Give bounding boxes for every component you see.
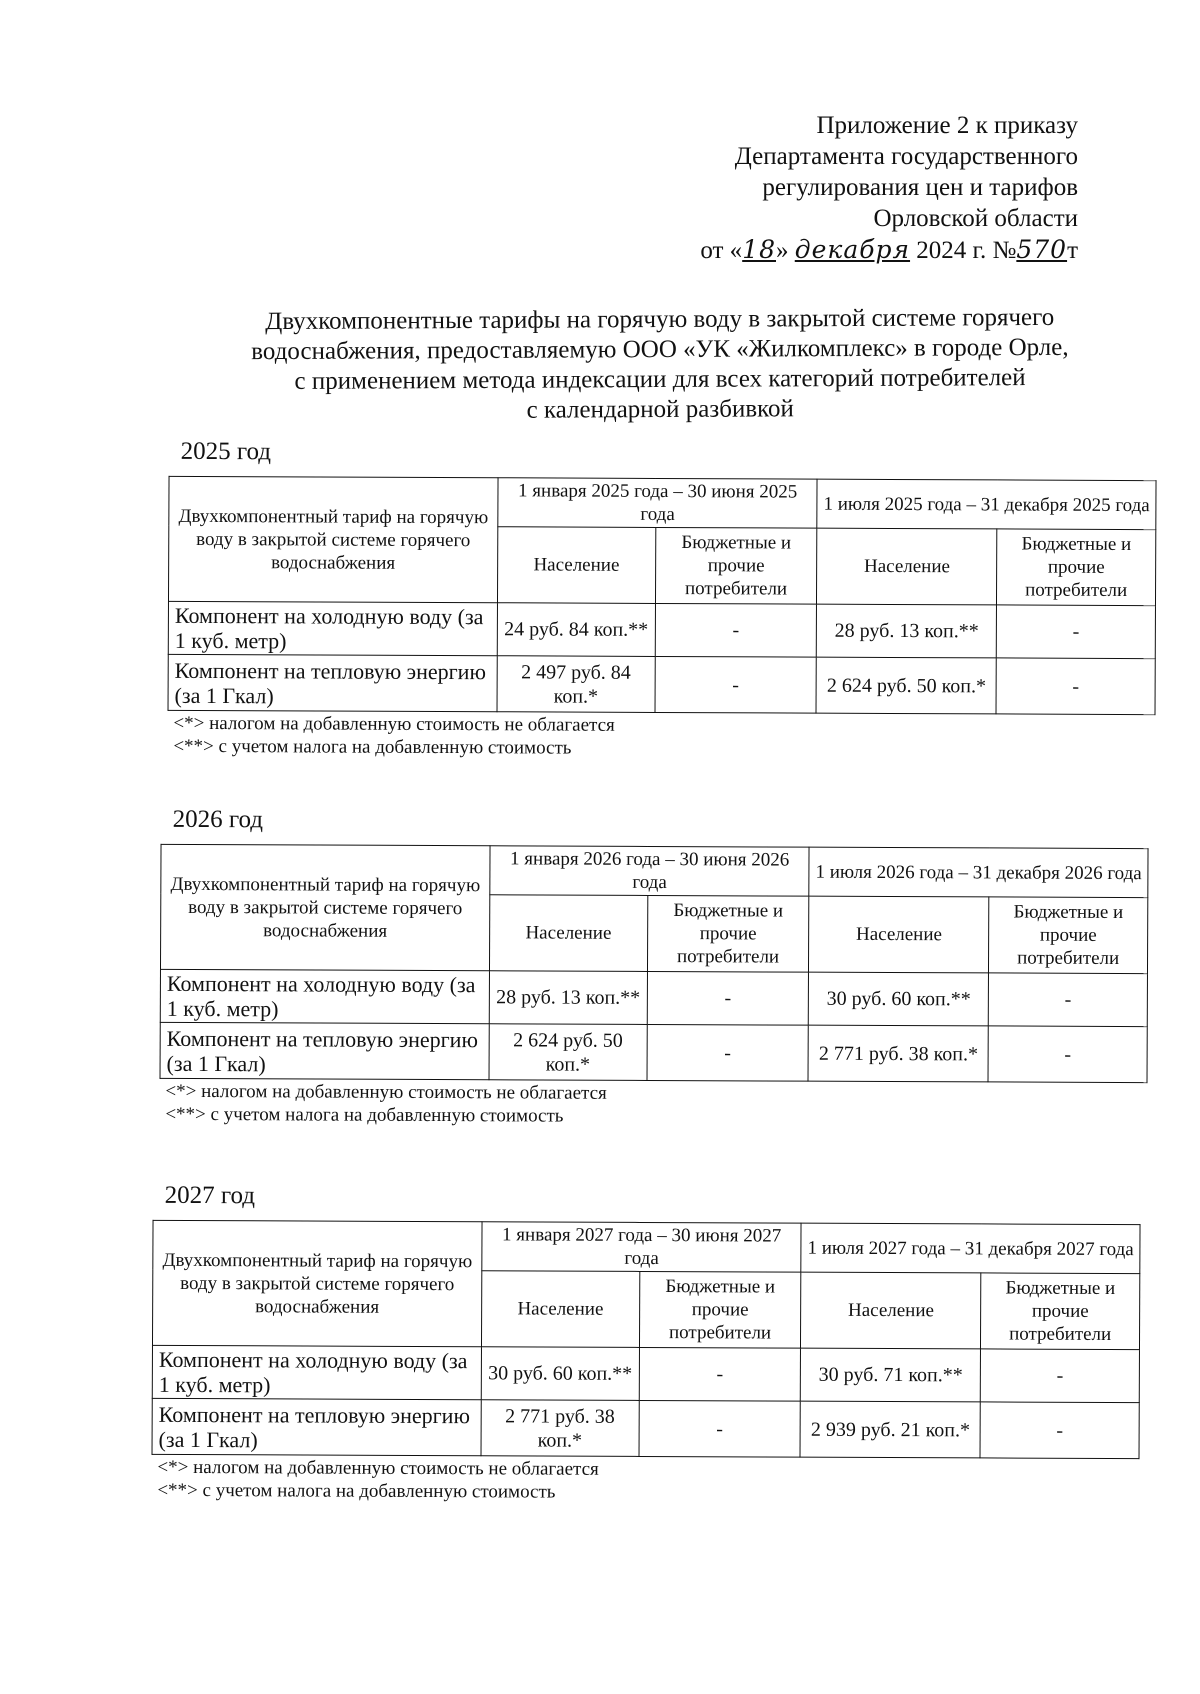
date-prefix: от « [700, 237, 743, 264]
cell-value: - [997, 605, 1156, 659]
cell-value: 24 руб. 84 коп.** [497, 603, 655, 657]
col-population: Население [809, 896, 989, 973]
footnote-vat-exempt: <*> налогом на добавленную стоимость не облагается [165, 1080, 607, 1104]
cell-value: - [996, 658, 1155, 715]
cell-value: - [655, 656, 817, 713]
cell-value: 30 руб. 60 коп.** [481, 1347, 639, 1401]
col-population: Население [481, 1271, 639, 1348]
col-budget-consumers: Бюджетные и прочие потребители [981, 1273, 1140, 1350]
header-line-1: Приложение 2 к приказу [816, 112, 1078, 139]
date-mid: » [776, 237, 789, 264]
cell-value: 2 771 руб. 38 коп.* [481, 1400, 639, 1457]
cell-value: 28 руб. 13 коп.** [489, 971, 647, 1025]
footnote-vat-included: <**> с учетом налога на добавленную стоимость [165, 1103, 564, 1127]
col-population: Население [801, 1272, 981, 1349]
tariff-section-2026 [159, 806, 1160, 1130]
handwritten-day: 18 [742, 235, 776, 264]
table-head-label: Двухкомпонентный тариф на горячую воду в закрытой системе горячего водоснабжения [152, 1220, 482, 1346]
row-label-heat-energy: Компонент на тепловую энергию (за 1 Гкал) [152, 1398, 481, 1455]
year-heading: 2026 год [172, 805, 264, 834]
col-budget-consumers: Бюджетные и прочие потребители [989, 897, 1148, 974]
period-second-half: 1 июля 2026 года – 31 декабря 2026 года [809, 847, 1148, 897]
col-budget-consumers: Бюджетные и прочие потребители [997, 529, 1156, 606]
appendix-header [700, 110, 1078, 266]
cell-value: - [989, 973, 1148, 1027]
period-first-half: 1 января 2027 года – 30 июня 2027 года [482, 1222, 802, 1272]
row-label-cold-water: Компонент на холодную воду (за 1 куб. метр) [160, 969, 489, 1023]
title-line-2: водоснабжения, предоставляемую ООО «УК «Жилкомплекс» в городе Орле, [251, 333, 1069, 366]
date-year: 2024 г. № [916, 237, 1017, 264]
year-heading: 2025 год [180, 437, 272, 466]
title-line-4: с календарной разбивкой [526, 395, 794, 424]
header-line-3: регулирования цен и тарифов [762, 174, 1078, 201]
row-label-heat-energy: Компонент на тепловую энергию (за 1 Гкал) [168, 654, 497, 711]
footnote-vat-included: <**> с учетом налога на добавленную стоимость [173, 735, 572, 759]
tariff-table [152, 1220, 1141, 1459]
date-suffix: т [1067, 237, 1078, 264]
footnote-vat-exempt: <*> налогом на добавленную стоимость не облагается [173, 712, 615, 736]
col-budget-consumers: Бюджетные и прочие потребители [655, 527, 817, 604]
row-label-cold-water: Компонент на холодную воду (за 1 куб. метр) [168, 601, 497, 655]
handwritten-order-number: 570 [1016, 235, 1068, 264]
row-label-heat-energy: Компонент на тепловую энергию (за 1 Гкал) [160, 1022, 489, 1079]
cell-value: - [639, 1400, 801, 1457]
footnotes [157, 1456, 1151, 1506]
period-first-half: 1 января 2026 года – 30 июня 2026 года [490, 846, 810, 896]
tariff-table [168, 476, 1157, 715]
cell-value: - [655, 603, 817, 657]
cell-value: 2 939 руб. 21 коп.* [800, 1401, 980, 1458]
header-line-4: Орловской области [873, 205, 1078, 232]
title-line-3: с применением метода индексации для всех категорий потребителей [294, 364, 1026, 395]
year-heading: 2027 год [164, 1181, 256, 1210]
col-population: Население [497, 527, 655, 604]
handwritten-month: декабря [794, 235, 911, 264]
table-head-label: Двухкомпонентный тариф на горячую воду в закрытой системе горячего водоснабжения [160, 844, 490, 970]
cell-value: 2 771 руб. 38 коп.* [808, 1025, 988, 1082]
col-budget-consumers: Бюджетные и прочие потребители [647, 895, 809, 972]
tariff-section-2025 [167, 438, 1168, 762]
row-label-cold-water: Компонент на холодную воду (за 1 куб. метр) [152, 1345, 481, 1399]
period-second-half: 1 июля 2027 года – 31 декабря 2027 года [801, 1223, 1140, 1273]
footnote-vat-included: <**> с учетом налога на добавленную стоимость [157, 1479, 556, 1503]
footnotes [173, 712, 1167, 762]
cell-value: - [647, 971, 809, 1025]
cell-value: - [988, 1026, 1147, 1083]
cell-value: 30 руб. 71 коп.** [801, 1348, 981, 1402]
cell-value: - [647, 1024, 809, 1081]
cell-value: - [639, 1347, 801, 1401]
cell-value: 2 497 руб. 84 коп.* [497, 656, 655, 713]
col-budget-consumers: Бюджетные и прочие потребители [639, 1271, 801, 1348]
table-head-label: Двухкомпонентный тариф на горячую воду в закрытой системе горячего водоснабжения [168, 476, 498, 602]
cell-value: 30 руб. 60 коп.** [809, 972, 989, 1026]
period-second-half: 1 июля 2025 года – 31 декабря 2025 года [817, 479, 1156, 529]
cell-value: 28 руб. 13 коп.** [817, 604, 997, 658]
col-population: Население [489, 895, 647, 972]
cell-value: - [980, 1402, 1139, 1459]
document-title [170, 302, 1151, 427]
title-line-1: Двухкомпонентные тарифы на горячую воду в закрытой системе горячего [265, 303, 1055, 336]
period-first-half: 1 января 2025 года – 30 июня 2025 года [498, 478, 818, 528]
header-line-2: Департамента государственного [734, 143, 1078, 170]
cell-value: 2 624 руб. 50 коп.* [489, 1024, 647, 1081]
tariff-table [160, 844, 1149, 1083]
col-population: Население [817, 528, 997, 605]
cell-value: 2 624 руб. 50 коп.* [816, 657, 996, 714]
footnotes [165, 1080, 1159, 1130]
footnote-vat-exempt: <*> налогом на добавленную стоимость не облагается [157, 1456, 599, 1480]
order-date-line [700, 234, 1078, 266]
cell-value: - [981, 1349, 1140, 1403]
tariff-section-2027 [151, 1182, 1152, 1506]
